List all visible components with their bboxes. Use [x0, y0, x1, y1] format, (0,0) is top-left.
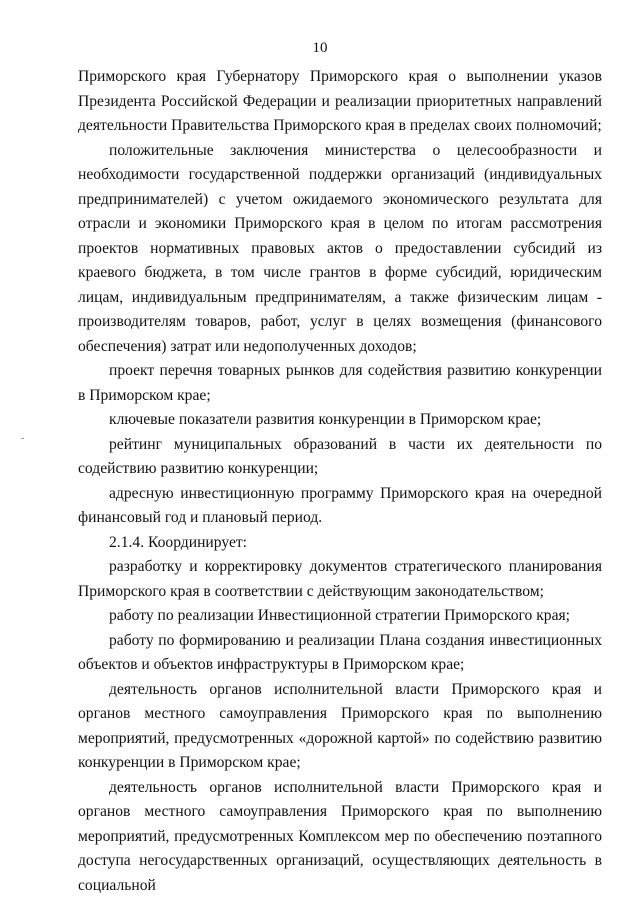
paragraph: проект перечня товарных рынков для содействия развитию конкуренции в Приморском крае; — [78, 362, 602, 404]
paragraph: Приморского края Губернатору Приморского края о выполнении указов Президента Российской Федерации и реализации приоритетных направлений деятельности Правительства Приморского края в пределах своих полномочий; — [78, 68, 602, 134]
paragraph: деятельность органов исполнительной власти Приморского края и органов местного самоуправления Приморского края по выполнению мероприятий, предусмотренных Комплексом мер по обеспечению поэтапного доступа негосударственных организаций, осуществляющих деятельность в социальной — [78, 778, 602, 894]
paragraph: адресную инвестиционную программу Приморского края на очередной финансовый год и плановый период. — [78, 484, 602, 526]
paragraph: разработку и корректировку документов стратегического планирования Приморского края в соответствии с действующим законодательством; — [78, 558, 602, 600]
paragraph: деятельность органов исполнительной власти Приморского края и органов местного самоуправления Приморского края по выполнению мероприятий, предусмотренных «дорожной картой» по содействию развитию конкуренции в Приморском крае; — [78, 680, 602, 771]
section-heading: 2.1.4. Координирует: — [109, 533, 248, 551]
scan-mark — [21, 438, 24, 439]
paragraph: работу по формированию и реализации Плана создания инвестиционных объектов и объектов инфраструктуры в Приморском крае; — [78, 631, 602, 673]
page-number: 10 — [312, 40, 328, 56]
paragraph: положительные заключения министерства о целесообразности и необходимости государственной поддержки организаций (индивидуальных предпринимателей) с учетом ожидаемого экономического результата для отрасли и экономики Приморского края в целом по итогам рассмотрения проектов нормативных правовых актов о предоставлении субсидий из краевого бюджета, в том числе грантов в форме субсидий, юридическим лицам, индивидуальным предпринимателям, а также физическим лицам - производителям товаров, работ, услуг в целях возмещения (финансового обеспечения) затрат или недополученных доходов; — [78, 141, 602, 355]
paragraph: работу по реализации Инвестиционной стратегии Приморского края; — [109, 607, 571, 624]
page-body — [78, 65, 602, 898]
paragraph: рейтинг муниципальных образований в части их деятельности по содействию развитию конкуренции; — [78, 435, 602, 477]
paragraph: ключевые показатели развития конкуренции в Приморском крае; — [109, 411, 542, 428]
